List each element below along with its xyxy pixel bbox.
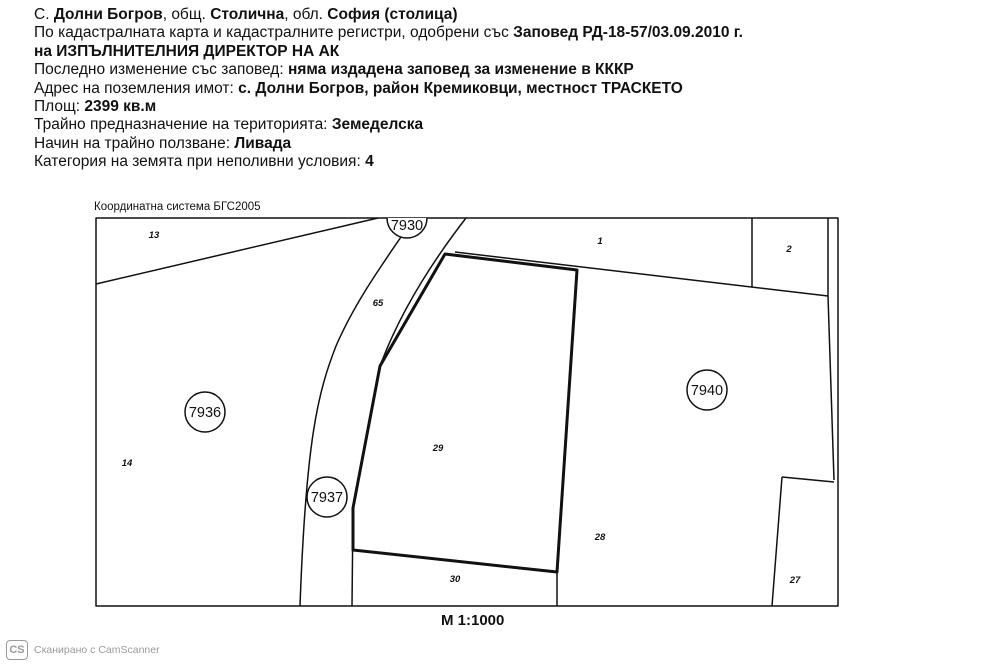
parcel-2-label: 2	[786, 244, 792, 255]
parcel-13-label: 13	[148, 230, 160, 241]
scanner-text: Сканирано с CamScanner	[34, 644, 160, 656]
header-line-settlement: С. Долни Богров, общ. Столична, обл. София (столица)	[34, 6, 458, 23]
parcel-65-label: 65	[372, 298, 384, 309]
zone-7930-label: 7930	[390, 218, 424, 234]
road-65-east-edge	[352, 218, 466, 606]
category-value: 4	[365, 153, 374, 171]
purpose-value: Земеделска	[331, 116, 424, 134]
subject-parcel-outline	[353, 254, 577, 572]
boundary-27-west	[772, 477, 782, 606]
coordinate-system-label: Координатна система БГС2005	[94, 201, 261, 213]
boundary-1-28	[455, 252, 828, 296]
header-line-area: Площ: 2399 кв.м	[34, 98, 157, 116]
boundary-7940-east	[828, 296, 834, 480]
zone-7940-label: 7940	[690, 383, 724, 399]
area-value: 2399 кв.м	[84, 98, 157, 116]
zone-numbers	[189, 218, 723, 506]
zone-7937-label: 7937	[310, 490, 344, 506]
zone-7936-label: 7936	[188, 405, 222, 421]
municipality-name: Столична	[210, 6, 285, 23]
header-line-address: Адрес на поземления имот: с. Долни Богров, район Кремиковци, местност ТРАСКЕТО	[34, 79, 683, 97]
parcel-30-label: 30	[449, 574, 461, 585]
boundary-27-north	[782, 477, 834, 482]
parcel-1-label: 1	[597, 236, 603, 247]
boundary-13-14	[96, 218, 378, 284]
header-line-order: По кадастралната карта и кадастралните регистри, одобрени със Заповед РД-18-57/03.09.2010 г.	[34, 24, 743, 42]
last-change-value: няма издадена заповед за изменение в КККР	[287, 61, 634, 79]
camscanner-logo: CS	[6, 640, 28, 660]
parcel-14-label: 14	[121, 458, 133, 469]
header-line-category: Категория на земята при неполивни условия: 4	[34, 153, 374, 171]
address-value: с. Долни Богров, район Кремиковци, местност ТРАСКЕТО	[238, 79, 683, 97]
parcel-29-label: 29	[432, 443, 444, 454]
settlement-name: Долни Богров	[53, 6, 163, 23]
region-name: София (столица)	[327, 6, 458, 23]
scale-label: М 1:1000	[441, 612, 505, 629]
director-title: на ИЗПЪЛНИТЕЛНИЯ ДИРЕКТОР НА АК	[34, 42, 340, 60]
parcel-28-label: 28	[594, 532, 606, 543]
approval-order: Заповед РД-18-57/03.09.2010 г.	[513, 24, 743, 42]
scanner-watermark	[6, 640, 160, 660]
header-line-last-change: Последно изменение със заповед: няма издадена заповед за изменение в КККР	[34, 61, 634, 79]
parcel-27-label: 27	[789, 575, 801, 586]
road-65-west-edge	[300, 218, 414, 606]
header-line-purpose: Трайно предназначение на територията: Земеделска	[34, 116, 424, 134]
usage-value: Ливада	[234, 134, 292, 152]
header-line-usage: Начин на трайно ползване: Ливада	[34, 134, 292, 152]
